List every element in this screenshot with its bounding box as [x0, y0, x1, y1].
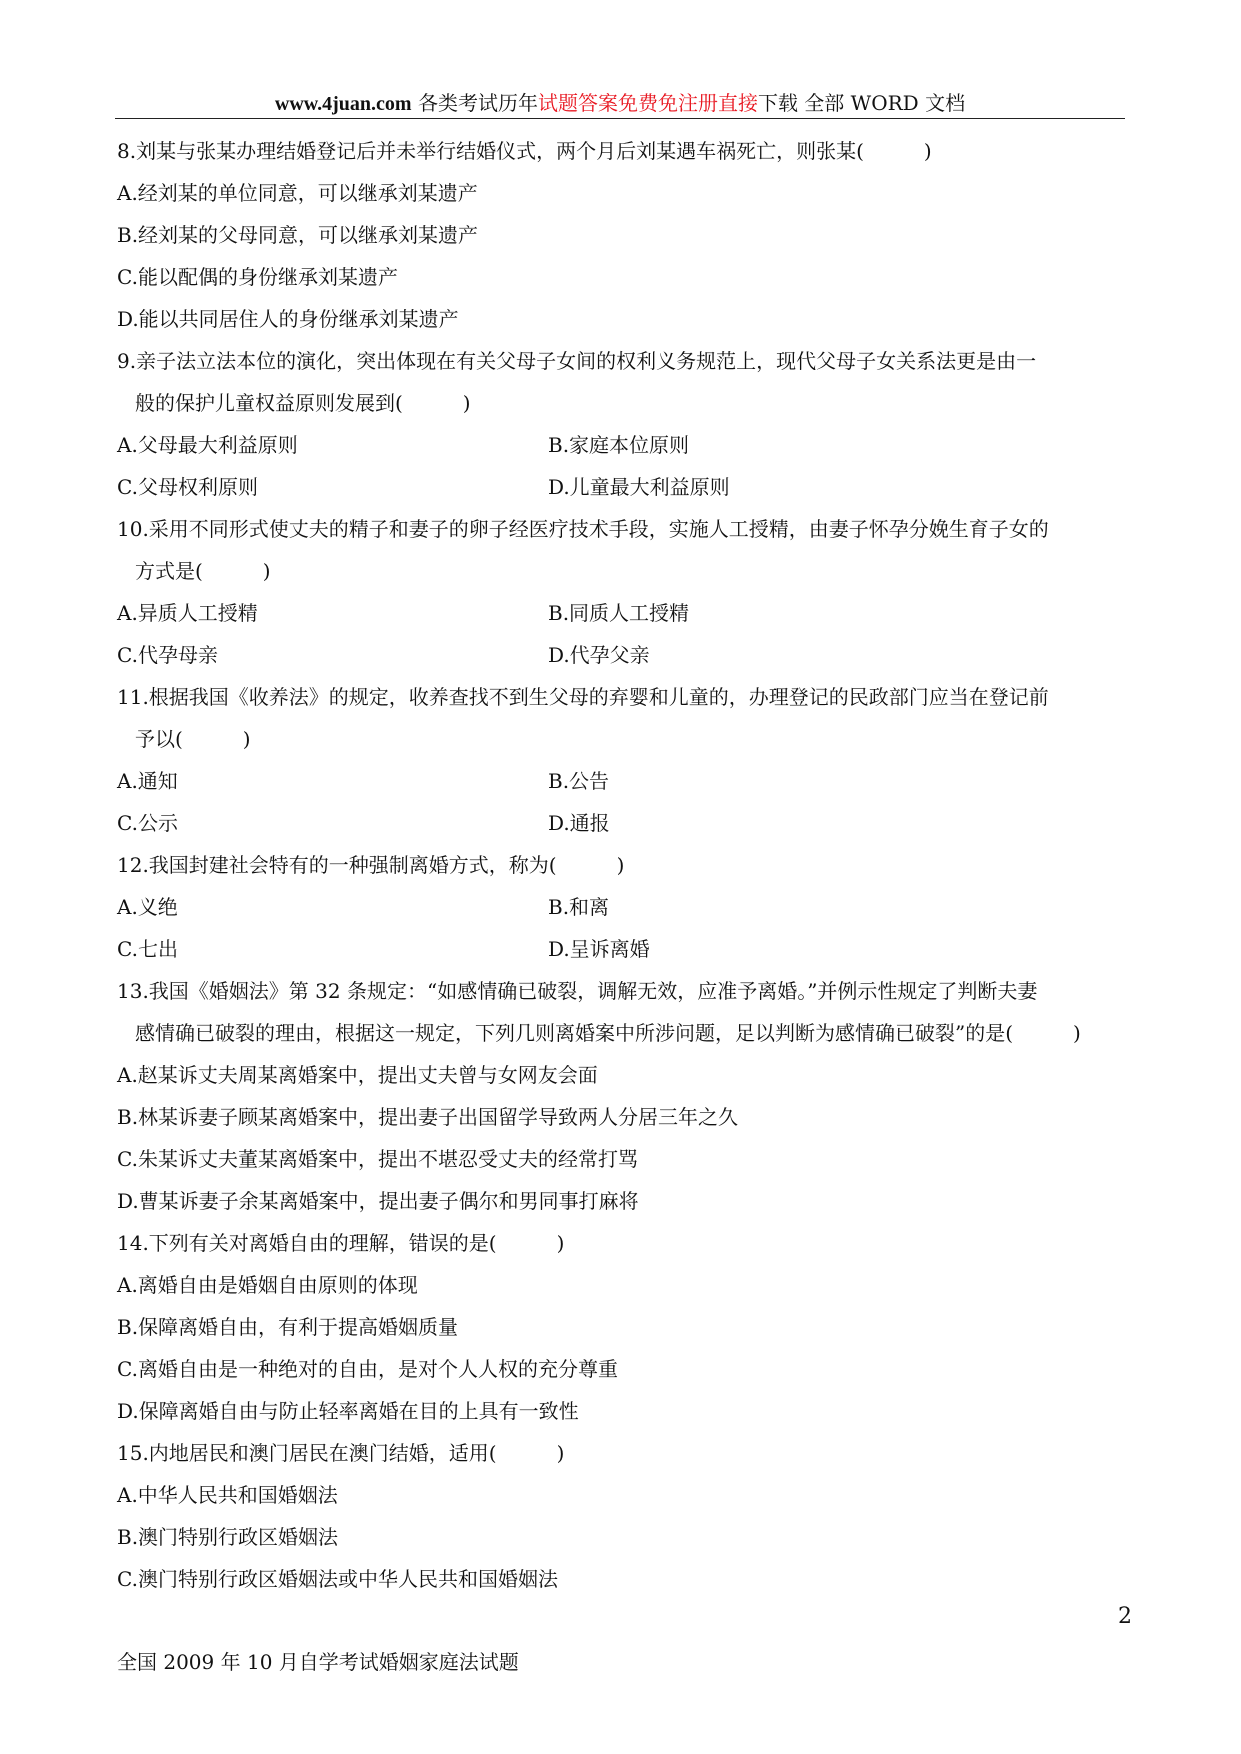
question-11-options-row — [117, 760, 1127, 802]
question-13-option-b: B.林某诉妻子顾某离婚案中，提出妻子出国留学导致两人分居三年之久 — [117, 1105, 739, 1129]
question-10-options-row — [117, 634, 1127, 676]
question-10-stem: 10.采用不同形式使丈夫的精子和妻子的卵子经医疗技术手段，实施人工授精，由妻子怀孕分娩生育子女的 — [117, 517, 1049, 541]
question-15-option-c: C.澳门特别行政区婚姻法或中华人民共和国婚姻法 — [117, 1567, 558, 1591]
question-12-options-row — [117, 886, 1127, 928]
question-12-stem: 12.我国封建社会特有的一种强制离婚方式，称为( ) — [117, 853, 625, 877]
question-11-options-row — [117, 802, 1127, 844]
question-9-stem-cont: 般的保护儿童权益原则发展到( ) — [135, 391, 471, 415]
question-10-option-a: A.异质人工授精 — [117, 601, 258, 625]
page-footer: 全国 2009 年 10 月自学考试婚姻家庭法试题 — [117, 1650, 519, 1674]
question-11-option-c: C.公示 — [117, 811, 178, 835]
question-11-option-d: D.通报 — [548, 811, 610, 835]
question-8-option-b: B.经刘某的父母同意，可以继承刘某遗产 — [117, 223, 479, 247]
question-9-option-c: C.父母权利原则 — [117, 475, 258, 499]
header-text-end: 下载 全部 WORD 文档 — [757, 91, 966, 115]
question-10-option-d: D.代孕父亲 — [548, 643, 650, 667]
question-list — [117, 130, 1127, 1600]
question-9-stem: 9.亲子法立法本位的演化，突出体现在有关父母子女间的权利义务规范上，现代父母子女关系法更是由一 — [117, 349, 1037, 373]
header-site-url: www.4juan.com — [274, 93, 412, 115]
question-12-options-row — [117, 928, 1127, 970]
question-10-options-row — [117, 592, 1127, 634]
question-9-option-a: A.父母最大利益原则 — [117, 433, 298, 457]
question-14-option-b: B.保障离婚自由，有利于提高婚姻质量 — [117, 1315, 459, 1339]
question-13-stem: 13.我国《婚姻法》第 32 条规定：“如感情确已破裂，调解无效，应准予离婚。”并例示性规定了判断夫妻 — [117, 979, 1038, 1003]
question-12-option-d: D.呈诉离婚 — [548, 937, 650, 961]
question-13-stem-cont: 感情确已破裂的理由，根据这一规定，下列几则离婚案中所涉问题，足以判断为感情确已破裂”的是( ) — [135, 1021, 1081, 1045]
page-number: 2 — [1118, 1604, 1132, 1629]
question-8-stem: 8.刘某与张某办理结婚登记后并未举行结婚仪式，两个月后刘某遇车祸死亡，则张某( ) — [117, 139, 932, 163]
question-12-option-c: C.七出 — [117, 937, 178, 961]
question-13-option-d: D.曹某诉妻子余某离婚案中，提出妻子偶尔和男同事打麻将 — [117, 1189, 639, 1213]
header-highlight-text: 试题答案免费免注册直接 — [537, 91, 758, 115]
question-10-option-c: C.代孕母亲 — [117, 643, 218, 667]
question-10-option-b: B.同质人工授精 — [548, 601, 690, 625]
question-11-stem-cont: 予以( ) — [135, 727, 251, 751]
question-15-option-b: B.澳门特别行政区婚姻法 — [117, 1525, 339, 1549]
question-13-option-a: A.赵某诉丈夫周某离婚案中，提出丈夫曾与女网友会面 — [117, 1063, 598, 1087]
question-15-option-a: A.中华人民共和国婚姻法 — [117, 1483, 338, 1507]
question-9-option-b: B.家庭本位原则 — [548, 433, 690, 457]
question-11-option-a: A.通知 — [117, 769, 178, 793]
question-9-options-row — [117, 424, 1127, 466]
question-11-stem: 11.根据我国《收养法》的规定，收养查找不到生父母的弃婴和儿童的，办理登记的民政部门应当在登记前 — [117, 685, 1049, 709]
question-10-stem-cont: 方式是( ) — [135, 559, 271, 583]
question-11-option-b: B.公告 — [548, 769, 610, 793]
question-12-option-a: A.义绝 — [117, 895, 178, 919]
question-14-stem: 14.下列有关对离婚自由的理解，错误的是( ) — [117, 1231, 565, 1255]
question-9-option-d: D.儿童最大利益原则 — [548, 475, 730, 499]
header-text: 各类考试历年 — [411, 91, 538, 115]
question-14-option-c: C.离婚自由是一种绝对的自由，是对个人人权的充分尊重 — [117, 1357, 618, 1381]
question-14-option-d: D.保障离婚自由与防止轻率离婚在目的上具有一致性 — [117, 1399, 579, 1423]
question-8-option-a: A.经刘某的单位同意，可以继承刘某遗产 — [117, 181, 478, 205]
question-13-option-c: C.朱某诉丈夫董某离婚案中，提出不堪忍受丈夫的经常打骂 — [117, 1147, 638, 1171]
question-14-option-a: A.离婚自由是婚姻自由原则的体现 — [117, 1273, 418, 1297]
question-8-option-c: C.能以配偶的身份继承刘某遗产 — [117, 265, 398, 289]
question-9-options-row — [117, 466, 1127, 508]
header-rule — [115, 118, 1125, 119]
question-8-option-d: D.能以共同居住人的身份继承刘某遗产 — [117, 307, 459, 331]
question-12-option-b: B.和离 — [548, 895, 610, 919]
question-15-stem: 15.内地居民和澳门居民在澳门结婚，适用( ) — [117, 1441, 565, 1465]
page-header — [115, 88, 1125, 118]
